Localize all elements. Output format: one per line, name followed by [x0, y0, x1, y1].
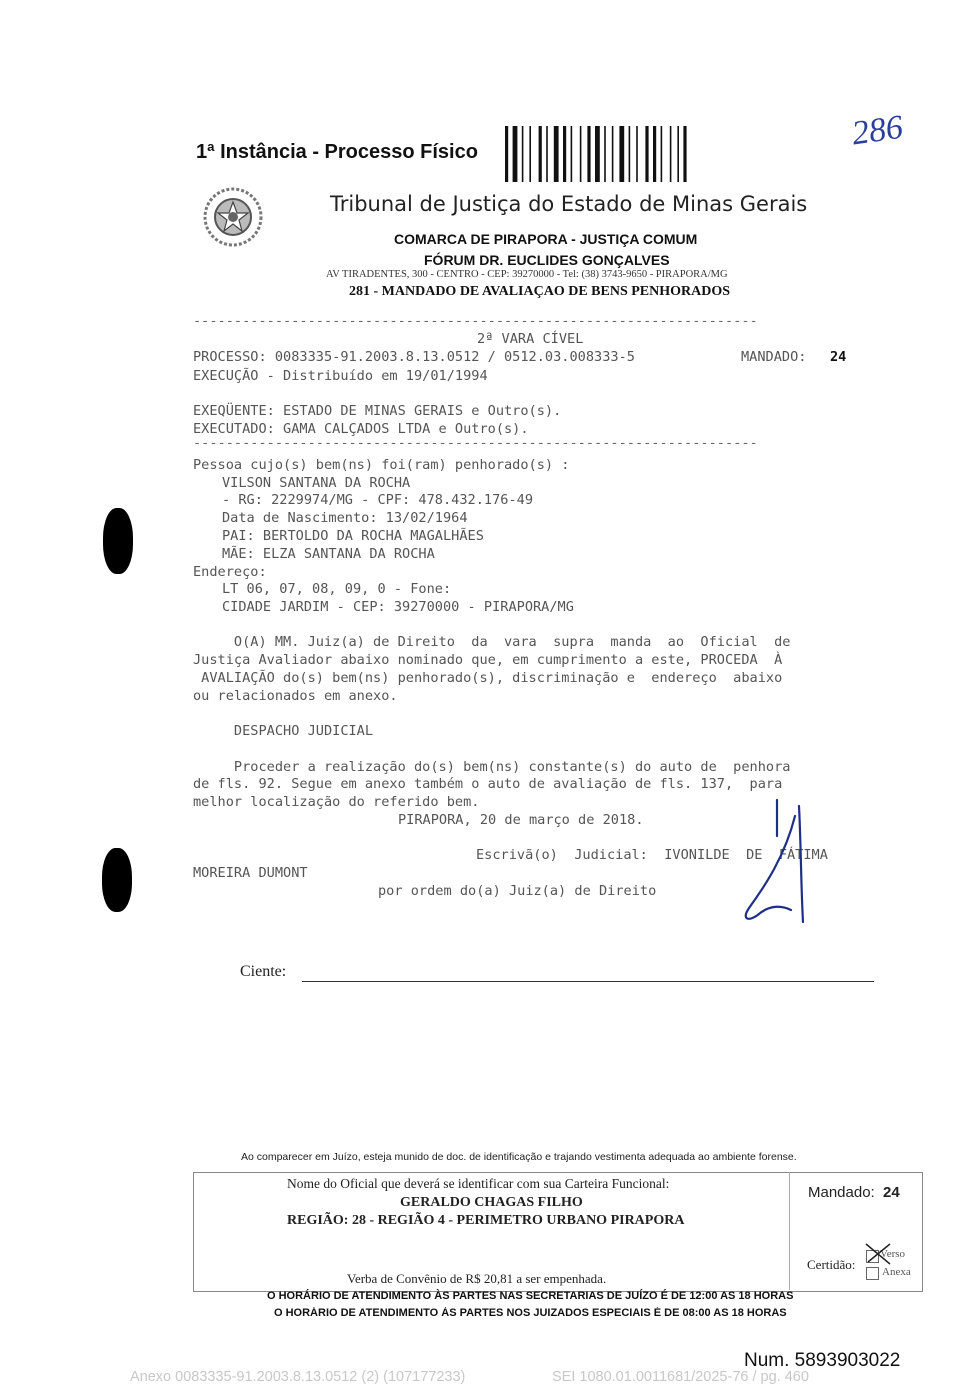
- notice-text: Ao comparecer em Juízo, esteja munido de doc. de identificação e trajando vestimenta adequada ao ambiente forense.: [241, 1151, 797, 1163]
- barcode-bar: [653, 126, 656, 182]
- barcode-bar: [529, 126, 531, 182]
- barcode-bar: [595, 126, 600, 182]
- hours-line-2-clip: [267, 1307, 867, 1316]
- check-mark-icon: [862, 1240, 896, 1268]
- barcode-bar: [539, 126, 542, 182]
- barcode-bar: [677, 126, 679, 182]
- person-intro: Pessoa cujo(s) bem(ns) foi(ram) penhorado(s) :: [193, 457, 570, 473]
- court-address: AV TIRADENTES, 300 - CENTRO - CEP: 39270000 - Tel: (38) 3743-9650 - PIRAPORA/MG: [326, 269, 728, 280]
- annex-reference: Anexo 0083335-91.2003.8.13.0512 (2) (107177233): [130, 1369, 466, 1385]
- address-label: Endereço:: [193, 564, 267, 580]
- address-line-2: CIDADE JARDIM - CEP: 39270000 - PIRAPORA/MG: [222, 599, 574, 615]
- address-line-1: LT 06, 07, 08, 09, 0 - Fone:: [222, 581, 452, 597]
- officer-region: REGIÃO: 28 - REGIÃO 4 - PERIMETRO URBANO PIRAPORA: [287, 1213, 685, 1228]
- barcode-bar: [636, 126, 638, 182]
- redaction-mark: [103, 508, 133, 574]
- coat-of-arms-icon: [202, 186, 264, 248]
- instance-label: 1ª Instância - Processo Físico: [196, 141, 478, 163]
- clerk-name-cont: MOREIRA DUMONT: [193, 865, 308, 881]
- person-documents: - RG: 2229974/MG - CPF: 478.432.176-49: [222, 492, 533, 508]
- document-number: Num. 5893903022: [744, 1350, 901, 1371]
- barcode-bar: [629, 126, 631, 182]
- barcode-bar: [670, 126, 672, 182]
- barcode-bar: [522, 126, 524, 182]
- despacho-label: DESPACHO JUDICIAL: [193, 723, 374, 739]
- separator-top: ---------------------------------------------------------------------: [193, 313, 758, 329]
- officer-name: GERALDO CHAGAS FILHO: [400, 1195, 583, 1210]
- anexa-option: Anexa: [882, 1266, 911, 1278]
- comarca-title: COMARCA DE PIRAPORA - JUSTIÇA COMUM: [394, 231, 698, 247]
- processo-line: PROCESSO: 0083335-91.2003.8.13.0512 / 0512.03.008333-5: [193, 349, 635, 365]
- place-date: PIRAPORA, 20 de março de 2018.: [398, 812, 644, 828]
- footer-mandado-number: 24: [883, 1184, 900, 1201]
- verba-text: Verba de Convênio de R$ 20,81 a ser empenhada.: [347, 1271, 607, 1286]
- handwritten-page-number: 286: [849, 108, 906, 153]
- court-name: Tribunal de Justiça do Estado de Minas Gerais: [330, 192, 808, 216]
- barcode-bar: [587, 126, 590, 182]
- certidao-label: Certidão:: [807, 1257, 856, 1272]
- officer-box-divider: [789, 1172, 790, 1290]
- person-name: VILSON SANTANA DA ROCHA: [222, 475, 411, 491]
- vara-title: 2ª VARA CÍVEL: [477, 331, 584, 347]
- hours-line-2: O HORÁRIO DE ATENDIMENTO ÀS PARTES NOS JUIZADOS ESPECIAIS É DE 08:00 AS 18 HORAS: [274, 1307, 787, 1316]
- clerk-line: Escrivã(o) Judicial: IVONILDE DE FÁTIMA: [476, 847, 828, 863]
- barcode-bar: [580, 126, 582, 182]
- mandado-label: MANDADO:: [741, 349, 807, 365]
- separator-bottom: ---------------------------------------------------------------------: [193, 435, 758, 451]
- mandado-number: 24: [830, 349, 847, 365]
- barcode-bar: [661, 126, 663, 182]
- person-father: PAI: BERTOLDO DA ROCHA MAGALHÃES: [222, 528, 484, 544]
- barcode-bar: [619, 126, 624, 182]
- barcode-bar: [604, 126, 606, 182]
- exequente-line: EXEQÜENTE: ESTADO DE MINAS GERAIS e Outro(s).: [193, 403, 562, 419]
- despacho-line-2: de fls. 92. Segue em anexo também o auto de avaliação de fls. 137, para: [193, 776, 783, 792]
- barcode-icon: [505, 126, 719, 182]
- barcode-bar: [612, 126, 614, 182]
- barcode-bar: [546, 126, 548, 182]
- forum-title: FÓRUM DR. EUCLIDES GONÇALVES: [424, 252, 670, 268]
- barcode-bar: [505, 126, 508, 182]
- redaction-mark: [102, 848, 132, 912]
- order-line-4: ou relacionados em anexo.: [193, 688, 398, 704]
- order-line-3: AVALIAÇÃO do(s) bem(ns) penhorado(s), discriminação e endereço abaixo: [193, 670, 783, 686]
- ciente-signature-line: [302, 981, 874, 982]
- by-order-line: por ordem do(a) Juiz(a) de Direito: [378, 883, 657, 899]
- order-line-2: Justiça Avaliador abaixo nominado que, em cumprimento a este, PROCEDA À: [193, 652, 783, 668]
- verso-option: Verso: [880, 1248, 906, 1260]
- barcode-bar: [645, 126, 648, 182]
- hours-line-1: O HORÁRIO DE ATENDIMENTO ÀS PARTES NAS SECRETARIAS DE JUÍZO É DE 12:00 AS 18 HORAS: [267, 1290, 794, 1302]
- barcode-bar: [513, 126, 518, 182]
- person-birth: Data de Nascimento: 13/02/1964: [222, 510, 468, 526]
- ciente-label: Ciente:: [240, 963, 287, 980]
- signature-image: [735, 796, 815, 926]
- document-title: 281 - MANDADO DE AVALIAÇAO DE BENS PENHORADOS: [349, 284, 731, 299]
- barcode-bar: [571, 126, 573, 182]
- sei-reference: SEI 1080.01.0011681/2025-76 / pg. 460: [552, 1369, 809, 1385]
- barcode-bar: [554, 126, 559, 182]
- executado-line: EXECUTADO: GAMA CALÇADOS LTDA e Outro(s).: [193, 421, 529, 437]
- order-line-1: O(A) MM. Juiz(a) de Direito da vara supra manda ao Oficial de: [193, 634, 791, 650]
- footer-mandado-label: Mandado:: [808, 1184, 875, 1201]
- barcode-bar: [563, 126, 566, 182]
- officer-intro: Nome do Oficial que deverá se identificar com sua Carteira Funcional:: [287, 1176, 670, 1191]
- barcode-bar: [683, 126, 686, 182]
- anexa-checkbox: [866, 1267, 879, 1280]
- despacho-line-3: melhor localização do referido bem.: [193, 794, 480, 810]
- person-mother: MÃE: ELZA SANTANA DA ROCHA: [222, 546, 435, 562]
- execucao-line: EXECUÇÃO - Distribuído em 19/01/1994: [193, 368, 488, 384]
- despacho-line-1: Proceder a realização do(s) bem(ns) constante(s) do auto de penhora: [193, 759, 791, 775]
